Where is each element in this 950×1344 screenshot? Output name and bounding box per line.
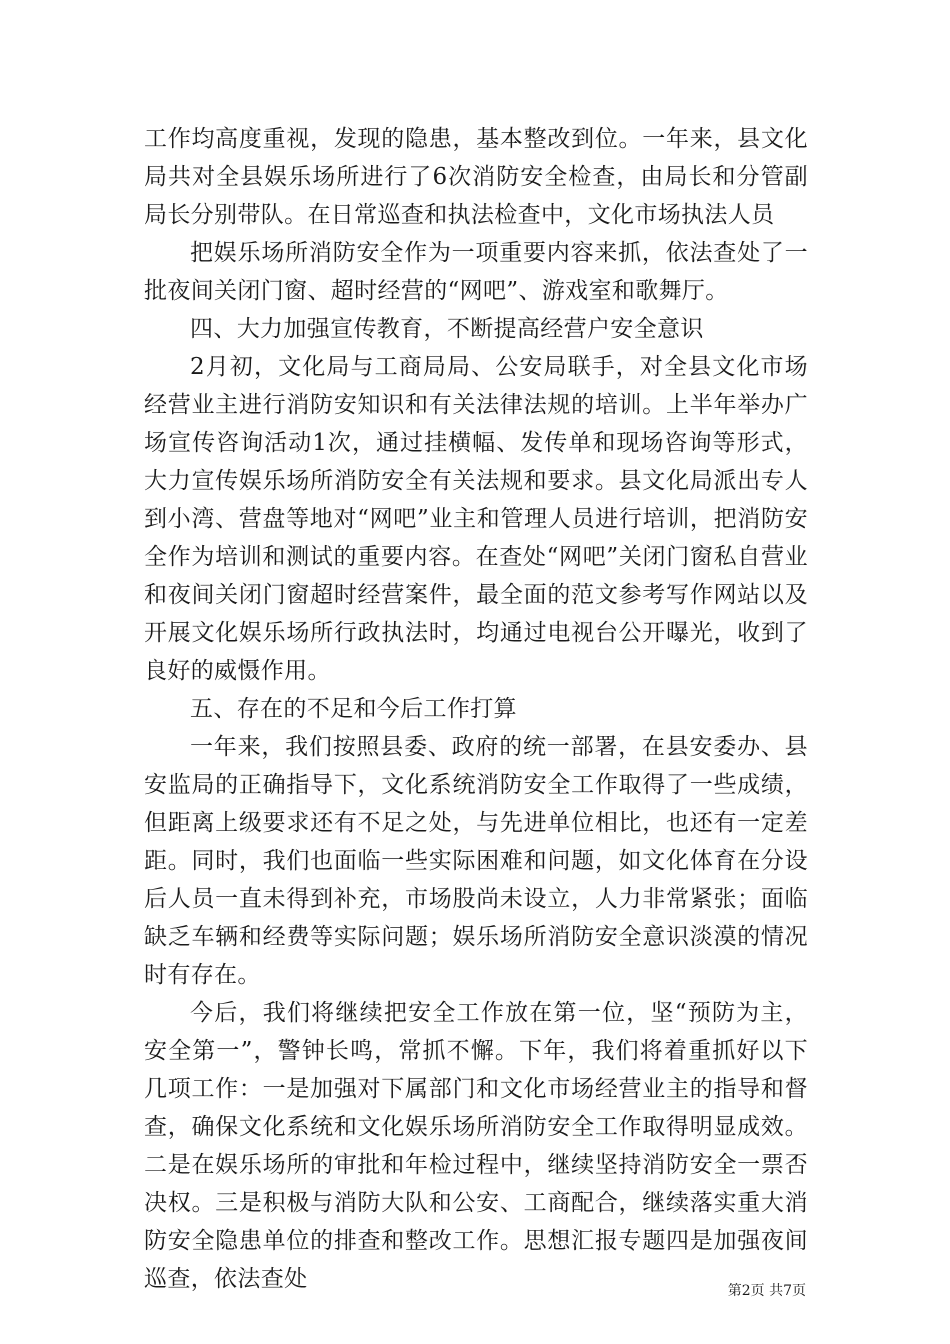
- document-body: [144, 120, 808, 1298]
- paragraph-training: 2月初，文化局与工商局局、公安局联手，对全县文化市场经营业主进行消防安知识和有关法律法规的培训。上半年举办广场宣传咨询活动1次，通过挂横幅、发传单和现场咨询等形式，大力宣传娱乐场所消防安全有关法规和要求。县文化局派出专人到小湾、营盘等地对“网吧”业主和管理人员进行培训，把消防安全作为培训和测试的重要内容。在查处“网吧”关闭门窗私自营业和夜间关闭门窗超时经营案件，最全面的范文参考写作网站以及开展文化娱乐场所行政执法时，均通过电视台公开曝光，收到了良好的威慑作用。: [144, 354, 808, 684]
- paragraph-inspection: 把娱乐场所消防安全作为一项重要内容来抓，依法查处了一批夜间关闭门窗、超时经营的“网吧”、游戏室和歌舞厅。: [144, 240, 808, 304]
- page-number: 第2页 共7页: [727, 1283, 806, 1299]
- section-heading-five: 五、存在的不足和今后工作打算: [190, 696, 517, 722]
- paragraph-continuation: 工作均高度重视，发现的隐患，基本整改到位。一年来，县文化局共对全县娱乐场所进行了6次消防安全检查，由局长和分管副局长分别带队。在日常巡查和执法检查中，文化市场执法人员: [144, 126, 808, 228]
- paragraph-future-plans: 今后，我们将继续把安全工作放在第一位，坚“预防为主，安全第一”，警钟长鸣，常抓不懈。下年，我们将着重抓好以下几项工作：一是加强对下属部门和文化市场经营业主的指导和督查，确保文化系统和文化娱乐场所消防安全工作取得明显成效。二是在娱乐场所的审批和年检过程中，继续坚持消防安全一票否决权。三是积极与消防大队和公安、工商配合，继续落实重大消防安全隐患单位的排查和整改工作。思想汇报专题四是加强夜间巡查，依法查处: [144, 1000, 808, 1292]
- section-heading-four: 四、大力加强宣传教育，不断提高经营户安全意识: [190, 316, 704, 342]
- paragraph-shortcomings: 一年来，我们按照县委、政府的统一部署，在县安委办、县安监局的正确指导下，文化系统消防安全工作取得了一些成绩，但距离上级要求还有不足之处，与先进单位相比，也还有一定差距。同时，我们也面临一些实际困难和问题，如文化体育在分设后人员一直未得到补充，市场股尚未设立，人力非常紧张；面临缺乏车辆和经费等实际问题；娱乐场所消防安全意识淡漠的情况时有存在。: [144, 734, 808, 988]
